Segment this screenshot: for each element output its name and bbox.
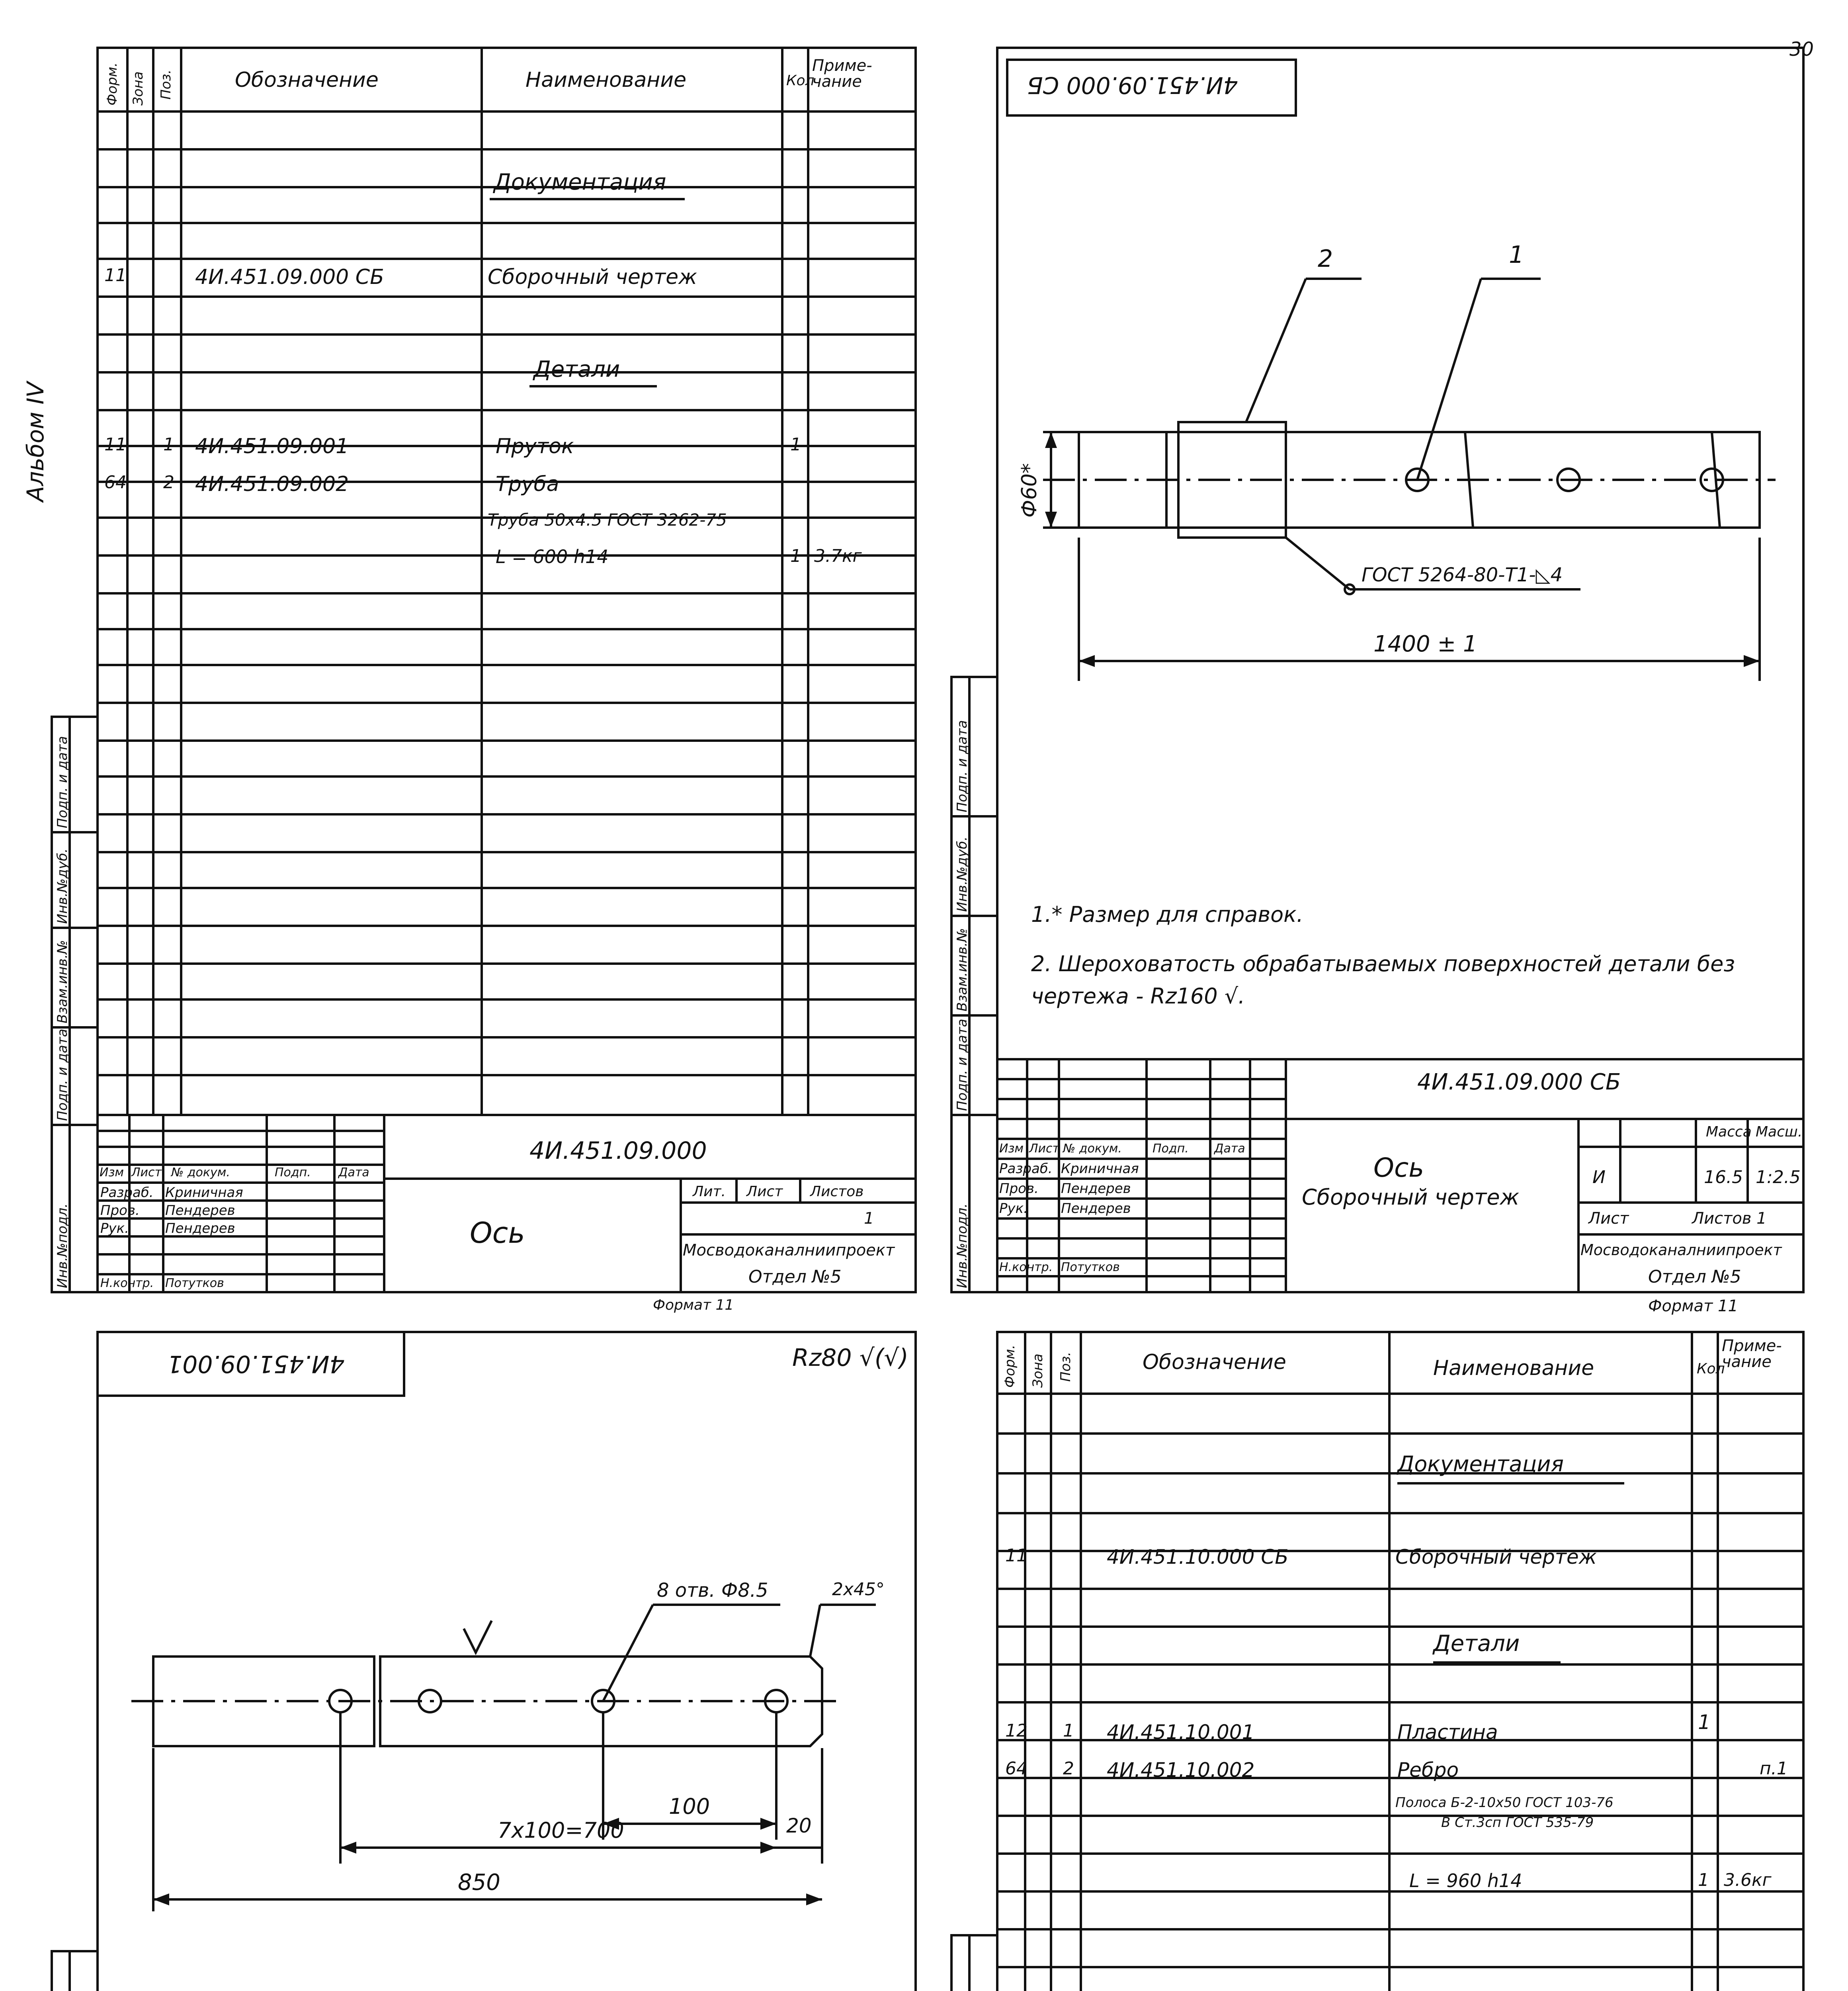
- row-qty: 1: [790, 546, 801, 566]
- stamp-hdr: Дата: [1214, 1142, 1245, 1156]
- side-stamp-cell: Подп. и дата: [55, 1029, 70, 1121]
- row-pos: 2: [163, 472, 174, 493]
- roughness: Rz80 √(√): [792, 1344, 908, 1372]
- section-docs: Документация: [1397, 1451, 1564, 1477]
- side-stamp-cell: Инв.№дуб.: [55, 848, 70, 924]
- leader-2: 2: [1318, 245, 1333, 273]
- lit-label: Лит.: [693, 1183, 726, 1200]
- stamp-name: Потутков: [165, 1276, 224, 1290]
- row-name: Сборочный чертеж: [488, 265, 697, 289]
- spec-header-qty: Кол: [786, 72, 815, 89]
- stamp-role: Пров.: [100, 1203, 140, 1218]
- note-2: 2. Шероховатость обрабатываемых поверхностей детали без чертежа - Rz160 √.: [1031, 951, 1735, 1009]
- row-name: Труба: [496, 472, 559, 496]
- row-name: L = 960 h14: [1409, 1870, 1522, 1891]
- sheet-label: Лист: [746, 1183, 783, 1200]
- row-designation: 4И.451.10.001: [1107, 1721, 1255, 1744]
- mass-value: 16.5: [1704, 1167, 1743, 1187]
- leader-1: 1: [1509, 241, 1524, 269]
- stamp-role: Разраб.: [999, 1161, 1053, 1177]
- stamp-hdr: Подп.: [275, 1166, 311, 1179]
- title-name: Ось: [470, 1216, 525, 1250]
- row-pos: 1: [163, 434, 174, 455]
- spec-header-format: Форм.: [104, 62, 120, 106]
- sheets-label: Листов: [810, 1183, 864, 1200]
- spec-header-format: Форм.: [1002, 1344, 1018, 1388]
- stamp-name: Криничная: [1061, 1161, 1139, 1177]
- sheets-value: 1: [864, 1209, 874, 1228]
- row-format: 64: [1005, 1758, 1028, 1779]
- stamp-name: Пендерев: [1061, 1181, 1131, 1197]
- row-name: L = 600 h14: [496, 546, 609, 567]
- org: Мосводоканалниипроект: [683, 1241, 895, 1260]
- row-format: 11: [104, 265, 127, 286]
- chamfer: 2х45°: [832, 1579, 885, 1600]
- row-qty: 1: [1698, 1870, 1709, 1890]
- stamp-name: Криничная: [165, 1185, 243, 1201]
- holes-callout: 8 отв. Ф8.5: [657, 1579, 768, 1602]
- side-stamp-cell: Подп. и дата: [55, 736, 70, 828]
- row-format: 12: [1005, 1721, 1028, 1741]
- spec-header-zone: Зона: [1030, 1353, 1046, 1388]
- rotated-code: 4И.451.09.001: [167, 1350, 345, 1378]
- row-name: В Ст.3сп ГОСТ 535-79: [1441, 1815, 1594, 1831]
- spec-header-name: Наименование: [1433, 1356, 1594, 1380]
- stamp-hdr: Лист: [131, 1166, 162, 1179]
- row-format: 11: [1005, 1545, 1028, 1566]
- row-name: Пластина: [1397, 1721, 1498, 1744]
- stamp-role: Рук.: [100, 1220, 129, 1236]
- stamp-hdr: Дата: [338, 1166, 369, 1179]
- title-code: 4И.451.09.000: [529, 1137, 707, 1165]
- title-code: 4И.451.09.000 СБ: [1417, 1069, 1621, 1095]
- row-qty: 1: [790, 434, 801, 455]
- row-pos: 1: [1063, 1721, 1074, 1741]
- row-note: 3.7кг: [814, 546, 862, 566]
- row-designation: 4И.451.10.002: [1107, 1758, 1255, 1782]
- section-parts: Детали: [533, 356, 620, 382]
- row-name: Сборочный чертеж: [1395, 1545, 1597, 1569]
- spec-header-note: Приме-чание: [812, 57, 872, 91]
- sheets-label: Листов 1: [1692, 1209, 1767, 1228]
- stamp-hdr: Изм: [999, 1142, 1024, 1156]
- lit-value: И: [1592, 1167, 1606, 1187]
- side-stamp-cell: Инв.№подл.: [954, 1203, 970, 1288]
- album-label: Альбом IV: [22, 381, 49, 502]
- row-designation: 4И.451.09.001: [195, 434, 349, 458]
- side-stamp-cell: Инв.№подл.: [55, 1203, 70, 1288]
- spec-header-name: Наименование: [525, 68, 687, 92]
- spec-header-note: Приме-чание: [1722, 1337, 1782, 1371]
- page-number: 30: [1789, 38, 1814, 61]
- row-name: Ребро: [1397, 1758, 1459, 1782]
- stamp-name: Пендерев: [165, 1203, 235, 1218]
- format-label: Формат 11: [1648, 1297, 1738, 1315]
- dept: Отдел №5: [748, 1267, 842, 1287]
- diameter-dim: Ф60*: [1018, 463, 1041, 518]
- stamp-hdr: Лист: [1029, 1142, 1060, 1156]
- section-docs: Документация: [494, 169, 666, 195]
- stamp-hdr: Изм: [100, 1166, 124, 1179]
- title-name: Ось: [1373, 1152, 1424, 1183]
- side-stamp-cell: Взам.инв.№: [954, 928, 970, 1011]
- spec-header-designation: Обозначение: [1143, 1350, 1286, 1374]
- spec-header-pos: Поз.: [1058, 1351, 1074, 1382]
- weld-note: ГОСТ 5264-80-Т1-◺4: [1362, 564, 1563, 586]
- row-note: 3.6кг: [1724, 1870, 1772, 1890]
- sheet-label: Лист: [1588, 1209, 1629, 1228]
- row-format: 64: [104, 472, 127, 493]
- rotated-code: 4И.451.09.000 СБ: [1027, 72, 1238, 99]
- row-qty: 1: [1698, 1711, 1711, 1734]
- stamp-name: Пендерев: [165, 1220, 235, 1236]
- stamp-role: Рук.: [999, 1201, 1028, 1217]
- side-stamp-cell: Подп. и дата: [954, 720, 970, 812]
- stamp-role: Пров.: [999, 1181, 1039, 1197]
- dim-pitch: 7х100=700: [498, 1818, 624, 1843]
- stamp-role: Н.контр.: [100, 1276, 154, 1290]
- row-name: Полоса Б-2-10х50 ГОСТ 103-76: [1395, 1795, 1614, 1811]
- side-stamp-cell: Инв.№дуб.: [954, 836, 970, 912]
- mass-label: Масса: [1706, 1124, 1752, 1140]
- note-1: 1.* Размер для справок.: [1031, 902, 1303, 927]
- row-name: Труба 50х4.5 ГОСТ 3262-75: [488, 510, 727, 530]
- row-format: 11: [104, 434, 127, 455]
- stamp-hdr: Подп.: [1153, 1142, 1189, 1156]
- spec-header-zone: Зона: [130, 71, 146, 106]
- stamp-hdr: № докум.: [1063, 1142, 1122, 1156]
- title-sub: Сборочный чертеж: [1302, 1185, 1520, 1210]
- row-designation: 4И.451.09.000 СБ: [195, 265, 384, 289]
- stamp-name: Пендерев: [1061, 1201, 1131, 1217]
- stamp-name: Потутков: [1061, 1260, 1120, 1274]
- stamp-hdr: № докум.: [171, 1166, 230, 1179]
- scale-label: Масш.: [1756, 1124, 1803, 1140]
- spec-header-qty: Кол: [1697, 1361, 1725, 1377]
- stamp-role: Н.контр.: [999, 1260, 1053, 1274]
- dim-100: 100: [669, 1794, 710, 1819]
- spec-header-designation: Обозначение: [235, 68, 379, 92]
- dim-850: 850: [458, 1870, 500, 1895]
- length-dim: 1400 ± 1: [1373, 631, 1477, 657]
- row-designation: 4И.451.10.000 СБ: [1107, 1545, 1289, 1569]
- section-parts: Детали: [1433, 1631, 1520, 1657]
- side-stamp-cell: Взам.инв.№: [55, 940, 70, 1023]
- format-label: Формат 11: [653, 1297, 734, 1313]
- scale-value: 1:2.5: [1756, 1167, 1801, 1187]
- stamp-role: Разраб.: [100, 1185, 154, 1201]
- dim-20: 20: [786, 1814, 812, 1837]
- org: Мосводоканалниипроект: [1580, 1241, 1782, 1259]
- row-note: п.1: [1760, 1758, 1788, 1779]
- spec-header-pos: Поз.: [158, 69, 174, 100]
- side-stamp-cell: Подп. и дата: [954, 1019, 970, 1111]
- row-pos: 2: [1063, 1758, 1074, 1779]
- dept: Отдел №5: [1648, 1267, 1741, 1287]
- row-designation: 4И.451.09.002: [195, 472, 349, 496]
- row-name: Пруток: [496, 434, 574, 458]
